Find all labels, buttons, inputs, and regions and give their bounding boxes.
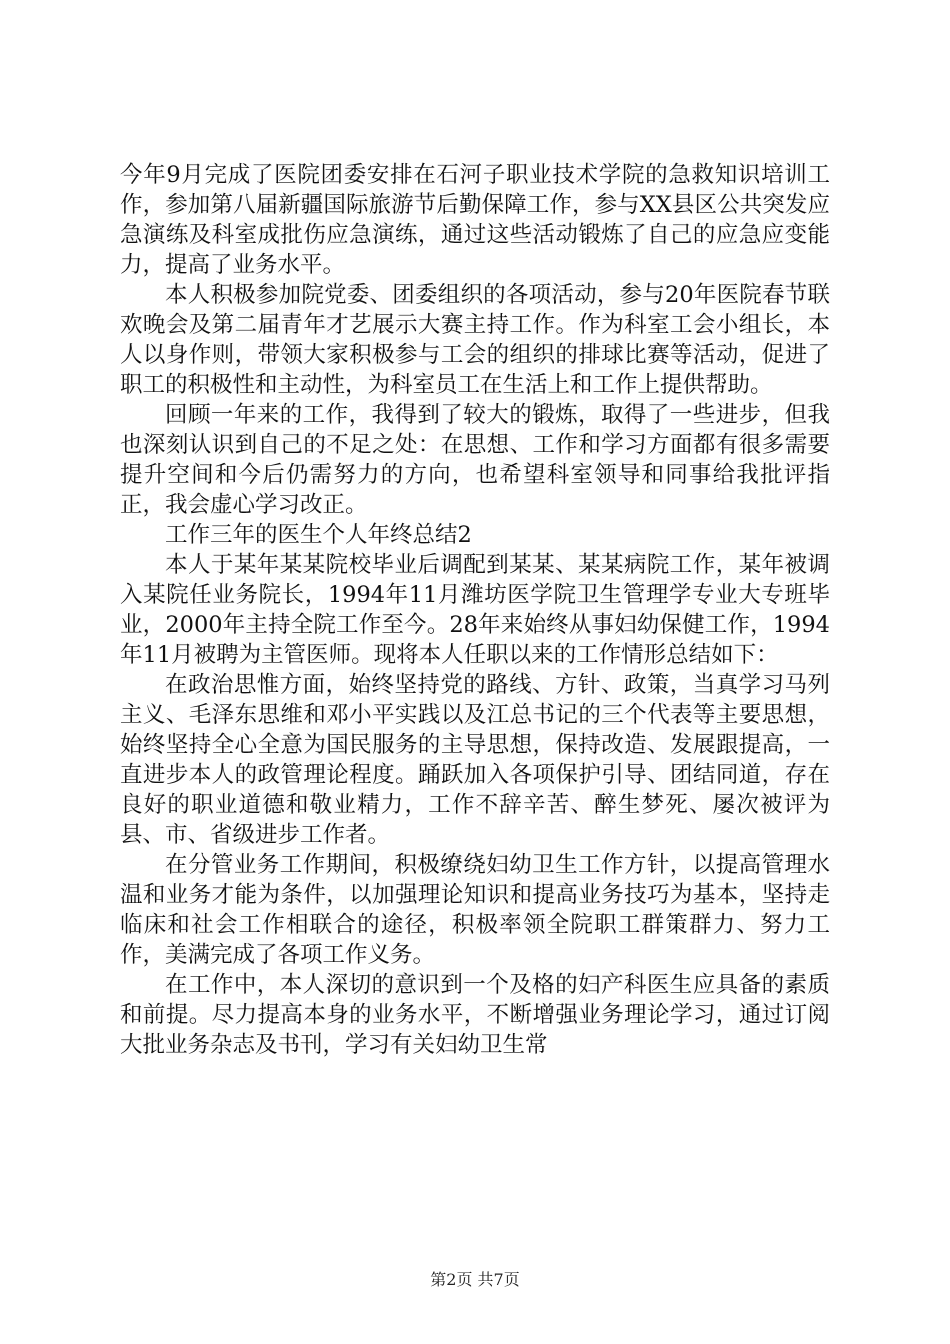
paragraph-4: 本人于某年某某院校毕业后调配到某某、某某病院工作，某年被调入某院任业务院长，1994年11月潍坊医学院卫生管理学专业大专班毕业，2000年主持全院工作至今。28年来始终从事妇幼保健工作，1994年11月被聘为主管医师。现将本人任职以来的工作情形总结如下： <box>120 552 830 668</box>
paragraph-3: 回顾一年来的工作，我得到了较大的锻炼，取得了一些进步，但我也深刻认识到自己的不足之处：在思想、工作和学习方面都有很多需要提升空间和今后仍需努力的方向，也希望科室领导和同事给我批评指正，我会虚心学习改正。 <box>120 402 830 518</box>
document-body <box>120 160 830 1060</box>
section-heading: 工作三年的医生个人年终总结2 <box>165 522 472 548</box>
paragraph-7: 在工作中，本人深切的意识到一个及格的妇产科医生应具备的素质和前提。尽力提高本身的业务水平，不断增强业务理论学习，通过订阅大批业务杂志及书刊，学习有关妇幼卫生常 <box>120 972 830 1058</box>
paragraph-6: 在分管业务工作期间，积极缭绕妇幼卫生工作方针，以提高管理水温和业务才能为条件，以加强理论知识和提高业务技巧为基本，坚持走临床和社会工作相联合的途径，积极率领全院职工群策群力、努力工作，美满完成了各项工作义务。 <box>120 852 830 968</box>
paragraph-1: 今年9月完成了医院团委安排在石河子职业技术学院的急救知识培训工作，参加第八届新疆国际旅游节后勤保障工作，参与XX县区公共突发应急演练及科室成批伤应急演练，通过这些活动锻炼了自己的应急应变能力，提高了业务水平。 <box>120 162 830 278</box>
paragraph-5: 在政治思惟方面，始终坚持党的路线、方针、政策，当真学习马列主义、毛泽东思维和邓小平实践以及江总书记的三个代表等主要思想，始终坚持全心全意为国民服务的主导思想，保持改造、发展跟提高，一直进步本人的政管理论程度。踊跃加入各项保护引导、团结同道，存在良好的职业道德和敬业精力，工作不辞辛苦、醉生梦死、屡次被评为县、市、省级进步工作者。 <box>120 672 830 848</box>
paragraph-2: 本人积极参加院党委、团委组织的各项活动，参与20年医院春节联欢晚会及第二届青年才艺展示大赛主持工作。作为科室工会小组长，本人以身作则，带领大家积极参与工会的组织的排球比赛等活动，促进了职工的积极性和主动性，为科室员工在生活上和工作上提供帮助。 <box>120 282 830 398</box>
page-number-footer: 第2页 共7页 <box>430 1270 520 1289</box>
